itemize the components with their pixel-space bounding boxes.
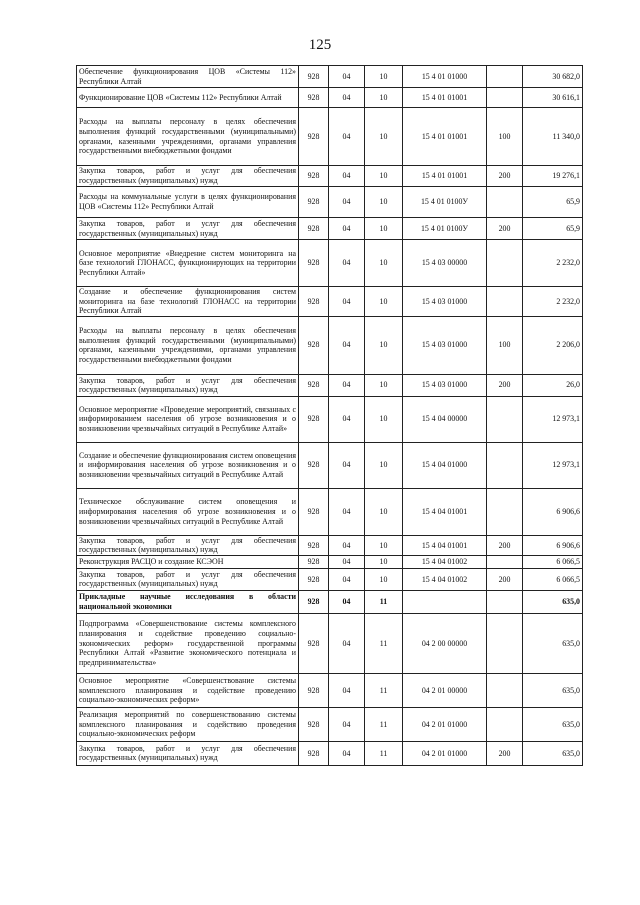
row-name: Техническое обслуживание систем оповещения и информирования населения об угрозе возникновения и о возникновении чрезвычайных ситуаций в Республике Алтай (77, 488, 299, 535)
section-code: 04 (329, 741, 365, 765)
ved-code: 928 (299, 590, 329, 613)
section-code: 04 (329, 374, 365, 396)
ved-code: 928 (299, 88, 329, 108)
row-name: Расходы на выплаты персоналу в целях обеспечения выполнения функций государственными (муниципальными) органами, казенными учреждениями, органами управления государственными внебюджетными фондами (77, 316, 299, 374)
subsection-code: 10 (365, 88, 403, 108)
expense-type-code (487, 187, 523, 218)
target-item-code: 15 4 03 00000 (403, 240, 487, 287)
row-name: Создание и обеспечение функционирования систем мониторинга на базе технологий ГЛОНАСС на территории Республики Алтай (77, 287, 299, 317)
table-body (77, 66, 583, 766)
ved-code: 928 (299, 396, 329, 442)
target-item-code: 15 4 01 01001 (403, 88, 487, 108)
amount: 12 973,1 (523, 396, 583, 442)
amount: 30 682,0 (523, 66, 583, 88)
section-code: 04 (329, 613, 365, 673)
row-name: Закупка товаров, работ и услуг для обеспечения государственных (муниципальных) нужд (77, 166, 299, 187)
amount: 635,0 (523, 741, 583, 765)
ved-code: 928 (299, 218, 329, 240)
table-row (77, 555, 583, 568)
table-row (77, 442, 583, 488)
table-row (77, 66, 583, 88)
ved-code: 928 (299, 166, 329, 187)
expense-type-code (487, 88, 523, 108)
section-code: 04 (329, 442, 365, 488)
row-name: Реконструкция РАСЦО и создание КСЭОН (77, 555, 299, 568)
table-row (77, 741, 583, 765)
amount: 635,0 (523, 707, 583, 741)
amount: 12 973,1 (523, 442, 583, 488)
subsection-code: 10 (365, 442, 403, 488)
ved-code: 928 (299, 673, 329, 707)
section-code: 04 (329, 316, 365, 374)
section-code: 04 (329, 590, 365, 613)
subsection-code: 11 (365, 741, 403, 765)
table-row (77, 488, 583, 535)
table-row (77, 108, 583, 166)
subsection-code: 10 (365, 108, 403, 166)
row-name: Создание и обеспечение функционирования систем оповещения и информирования населения об угрозе возникновения и о возникновении чрезвычайных ситуаций в Республике Алтай (77, 442, 299, 488)
row-name: Расходы на выплаты персоналу в целях обеспечения выполнения функций государственными (муниципальными) органами, казенными учреждениями, органами управления государственными внебюджетными фондами (77, 108, 299, 166)
table-row (77, 535, 583, 555)
row-name: Закупка товаров, работ и услуг для обеспечения государственных (муниципальных) нужд (77, 218, 299, 240)
subsection-code: 10 (365, 396, 403, 442)
section-code: 04 (329, 240, 365, 287)
target-item-code (403, 590, 487, 613)
expense-type-code (487, 673, 523, 707)
row-name: Закупка товаров, работ и услуг для обеспечения государственных (муниципальных) нужд (77, 374, 299, 396)
row-name: Закупка товаров, работ и услуг для обеспечения государственных (муниципальных) нужд (77, 535, 299, 555)
expense-type-code: 200 (487, 166, 523, 187)
target-item-code: 15 4 04 01002 (403, 555, 487, 568)
subsection-code: 10 (365, 166, 403, 187)
ved-code: 928 (299, 108, 329, 166)
target-item-code: 04 2 00 00000 (403, 613, 487, 673)
amount: 635,0 (523, 590, 583, 613)
section-code: 04 (329, 287, 365, 317)
expense-type-code (487, 396, 523, 442)
target-item-code: 04 2 01 01000 (403, 741, 487, 765)
ved-code: 928 (299, 287, 329, 317)
section-code: 04 (329, 673, 365, 707)
amount: 65,9 (523, 218, 583, 240)
target-item-code: 15 4 01 01001 (403, 108, 487, 166)
table-row (77, 187, 583, 218)
section-code: 04 (329, 535, 365, 555)
subsection-code: 11 (365, 673, 403, 707)
expense-type-code (487, 488, 523, 535)
target-item-code: 15 4 01 01001 (403, 166, 487, 187)
row-name: Основное мероприятие «Внедрение систем мониторинга на базе технологий ГЛОНАСС, функционирующих на территории Республики Алтай» (77, 240, 299, 287)
table-row (77, 673, 583, 707)
row-name: Расходы на коммунальные услуги в целях функционирования ЦОВ «Системы 112» Республики Алтай (77, 187, 299, 218)
subsection-code: 11 (365, 707, 403, 741)
section-code: 04 (329, 108, 365, 166)
subsection-code: 10 (365, 240, 403, 287)
amount: 2 232,0 (523, 287, 583, 317)
expense-type-code: 100 (487, 108, 523, 166)
row-name: Основное мероприятие «Проведение мероприятий, связанных с информированием населения об угрозе возникновения и о возникновении чрезвычайных ситуаций в Республике Алтай» (77, 396, 299, 442)
table-row (77, 568, 583, 590)
subsection-code: 10 (365, 555, 403, 568)
subsection-code: 10 (365, 287, 403, 317)
amount: 6 906,6 (523, 488, 583, 535)
section-code: 04 (329, 66, 365, 88)
amount: 6 906,6 (523, 535, 583, 555)
expense-type-code: 200 (487, 535, 523, 555)
target-item-code: 04 2 01 01000 (403, 707, 487, 741)
section-code: 04 (329, 488, 365, 535)
amount: 19 276,1 (523, 166, 583, 187)
expense-type-code: 200 (487, 741, 523, 765)
target-item-code: 15 4 01 0100У (403, 187, 487, 218)
ved-code: 928 (299, 240, 329, 287)
subsection-code: 11 (365, 590, 403, 613)
amount: 2 206,0 (523, 316, 583, 374)
amount: 635,0 (523, 613, 583, 673)
table-row (77, 218, 583, 240)
amount: 635,0 (523, 673, 583, 707)
section-code: 04 (329, 218, 365, 240)
amount: 11 340,0 (523, 108, 583, 166)
row-name: Обеспечение функционирования ЦОВ «Системы 112» Республики Алтай (77, 66, 299, 88)
target-item-code: 15 4 04 00000 (403, 396, 487, 442)
target-item-code: 15 4 04 01001 (403, 535, 487, 555)
table-row (77, 88, 583, 108)
table-row (77, 613, 583, 673)
subsection-code: 10 (365, 535, 403, 555)
ved-code: 928 (299, 613, 329, 673)
ved-code: 928 (299, 374, 329, 396)
ved-code: 928 (299, 66, 329, 88)
amount: 6 066,5 (523, 568, 583, 590)
section-code: 04 (329, 166, 365, 187)
ved-code: 928 (299, 707, 329, 741)
table-row (77, 287, 583, 317)
subsection-code: 10 (365, 568, 403, 590)
target-item-code: 15 4 01 0100У (403, 218, 487, 240)
ved-code: 928 (299, 741, 329, 765)
expense-type-code: 200 (487, 374, 523, 396)
row-name: Закупка товаров, работ и услуг для обеспечения государственных (муниципальных) нужд (77, 568, 299, 590)
target-item-code: 15 4 01 01000 (403, 66, 487, 88)
section-code: 04 (329, 707, 365, 741)
amount: 2 232,0 (523, 240, 583, 287)
target-item-code: 15 4 03 01000 (403, 374, 487, 396)
row-name: Закупка товаров, работ и услуг для обеспечения государственных (муниципальных) нужд (77, 741, 299, 765)
target-item-code: 04 2 01 00000 (403, 673, 487, 707)
expense-type-code (487, 66, 523, 88)
ved-code: 928 (299, 488, 329, 535)
amount: 65,9 (523, 187, 583, 218)
subsection-code: 11 (365, 613, 403, 673)
expense-type-code (487, 240, 523, 287)
target-item-code: 15 4 03 01000 (403, 287, 487, 317)
expense-type-code (487, 287, 523, 317)
table-row (77, 240, 583, 287)
ved-code: 928 (299, 555, 329, 568)
expense-type-code: 200 (487, 568, 523, 590)
subsection-code: 10 (365, 316, 403, 374)
table-row (77, 374, 583, 396)
table-row (77, 316, 583, 374)
ved-code: 928 (299, 568, 329, 590)
expense-type-code (487, 590, 523, 613)
table-row (77, 396, 583, 442)
amount: 30 616,1 (523, 88, 583, 108)
section-code: 04 (329, 568, 365, 590)
page-number: 125 (308, 37, 332, 53)
ved-code: 928 (299, 442, 329, 488)
target-item-code: 15 4 03 01000 (403, 316, 487, 374)
subsection-code: 10 (365, 488, 403, 535)
table-row (77, 590, 583, 613)
row-name: Функционирование ЦОВ «Системы 112» Республики Алтай (77, 88, 299, 108)
section-code: 04 (329, 187, 365, 218)
expense-type-code (487, 555, 523, 568)
subsection-code: 10 (365, 218, 403, 240)
expense-type-code: 100 (487, 316, 523, 374)
amount: 26,0 (523, 374, 583, 396)
subsection-code: 10 (365, 187, 403, 218)
row-name: Основное мероприятие «Совершенствование системы комплексного планирования и содействие проведению социально-экономических реформ» (77, 673, 299, 707)
expense-type-code (487, 442, 523, 488)
target-item-code: 15 4 04 01002 (403, 568, 487, 590)
expense-type-code (487, 707, 523, 741)
ved-code: 928 (299, 316, 329, 374)
section-code: 04 (329, 88, 365, 108)
row-name: Подпрограмма «Совершенствование системы комплексного планирования и содействие проведению социально-экономических реформ» государственной программы Республики Алтай «Развитие экономического потенциала и предпринимательства» (77, 613, 299, 673)
row-name: Прикладные научные исследования в области национальной экономики (77, 590, 299, 613)
section-code: 04 (329, 396, 365, 442)
expense-type-code (487, 613, 523, 673)
target-item-code: 15 4 04 01000 (403, 442, 487, 488)
budget-table (76, 65, 583, 766)
amount: 6 066,5 (523, 555, 583, 568)
section-code: 04 (329, 555, 365, 568)
ved-code: 928 (299, 535, 329, 555)
table-row (77, 707, 583, 741)
ved-code: 928 (299, 187, 329, 218)
target-item-code: 15 4 04 01001 (403, 488, 487, 535)
expense-type-code: 200 (487, 218, 523, 240)
table-row (77, 166, 583, 187)
subsection-code: 10 (365, 374, 403, 396)
row-name: Реализация мероприятий по совершенствованию системы комплексного планирования и содействию проведения социально-экономических реформ (77, 707, 299, 741)
subsection-code: 10 (365, 66, 403, 88)
